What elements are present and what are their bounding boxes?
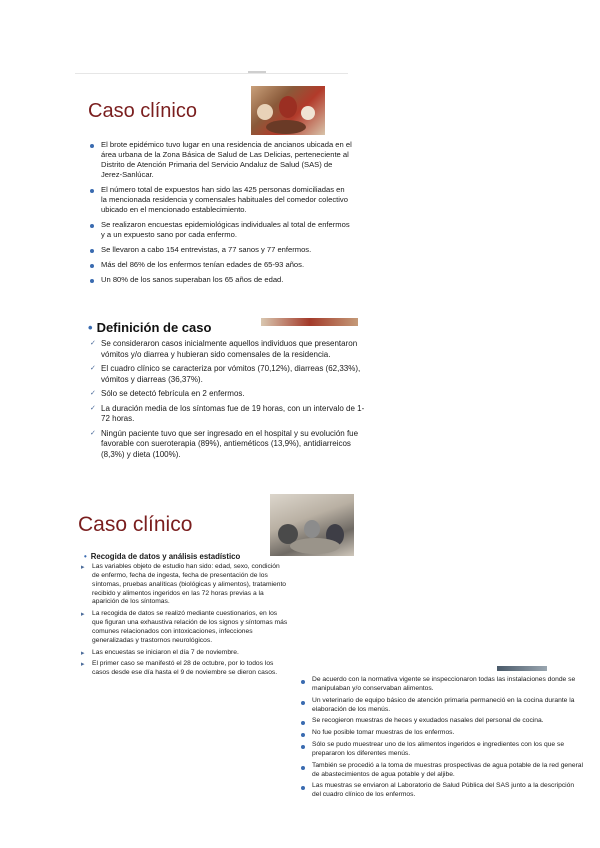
list-item: Sólo se pudo muestrear uno de los alimentos ingeridos e ingredientes con los que se prepararon los diferentes menús. (301, 741, 583, 759)
bullet-icon: • (84, 552, 87, 561)
recogida-heading (84, 552, 240, 561)
list-item: El brote epidémico tuvo lugar en una residencia de ancianos ubicada en el área urbana de la Zona Básica de Salud de Las Delicias, perteneciente al Distrito de Atención Primaria del Servicio Andaluz de Salud (SAS) de Jerez-Sanlúcar. (90, 140, 352, 180)
bullet-icon: • (88, 320, 93, 335)
recogida-heading-text: Recogida de datos y análisis estadístico (90, 552, 241, 561)
list-item: También se procedió a la toma de muestras prospectivas de agua potable de la red general de abastecimientos de agua potable y del aljibe. (301, 762, 583, 780)
definicion-heading (88, 320, 211, 335)
list-item: ✓ La duración media de los síntomas fue de 19 horas, con un intervalo de 1-72 horas. (90, 404, 370, 425)
top-divider (75, 73, 348, 74)
definicion-photo-strip (261, 318, 358, 326)
list-item: ▸ Las variables objeto de estudio han sido: edad, sexo, condición de enfermo, fecha de ingesta, fecha de presentación de los síntomas, pruebas analíticas (biológicas y alimentos), tratamiento recibido y alimentos ingeridos en las 72 horas previas a la aparición de los síntomas. (81, 563, 288, 607)
list-item: ▸ Las encuestas se iniciaron el día 7 de noviembre. (81, 649, 288, 658)
list-item: Las muestras se enviaron al Laboratorio de Salud Pública del SAS junto a la descripción del cuadro clínico de los enfermos. (301, 782, 583, 800)
list-item: Más del 86% de los enfermos tenían edades de 65-93 años. (90, 260, 352, 270)
list-item: ✓ Ningún paciente tuvo que ser ingresado en el hospital y su evolución fue favorable con sueroterapia (89%), antieméticos (13,9%), antidiarreicos (8,3%) y dieta (100%). (90, 429, 370, 461)
definicion-check-list (90, 339, 370, 464)
list-item: No fue posible tomar muestras de los enfermos. (301, 729, 583, 738)
list-item: ✓ Se consideraron casos inicialmente aquellos individuos que presentaron vómitos y/o diarrea y hubieran sido comensales de la residencia. (90, 339, 370, 360)
list-item: Se recogieron muestras de heces y exudados nasales del personal de cocina. (301, 717, 583, 726)
slide1-title: Caso clínico (88, 100, 197, 122)
inspeccion-list (301, 676, 583, 803)
slide3-photo-strip (497, 666, 547, 671)
slide1-bullet-list (90, 140, 352, 290)
definicion-heading-text: Definición de caso (96, 320, 212, 335)
list-item: Se llevaron a cabo 154 entrevistas, a 77 sanos y 77 enfermos. (90, 245, 352, 255)
list-item: Se realizaron encuestas epidemiológicas individuales al total de enfermos y a un expuesto sano por cada enfermo. (90, 220, 352, 240)
top-divider-mark (248, 71, 266, 73)
list-item: Un veterinario de equipo básico de atención primaria permaneció en la cocina durante la elaboración de los menús. (301, 697, 583, 715)
list-item: ▸ El primer caso se manifestó el 28 de octubre, por lo todos los casos desde ese día hasta el 9 de noviembre se dieron casos. (81, 660, 288, 678)
slide1-photo (251, 86, 325, 135)
list-item: ▸ La recogida de datos se realizó mediante cuestionarios, en los que figuran una exhaustiva relación de los signos y síntomas más comunes relacionados con intoxicaciones, infecciones generalizadas y trastornos neurológicos. (81, 610, 288, 645)
recogida-list (81, 563, 288, 681)
slide2-title: Caso clínico (78, 513, 193, 536)
slide2-photo (270, 494, 354, 556)
list-item: De acuerdo con la normativa vigente se inspeccionaron todas las instalaciones donde se manipulaban y/o conservaban alimentos. (301, 676, 583, 694)
list-item: ✓ El cuadro clínico se caracteriza por vómitos (70,12%), diarreas (62,33%), vómitos y diarreas (36,37%). (90, 364, 370, 385)
list-item: Un 80% de los sanos superaban los 65 años de edad. (90, 275, 352, 285)
list-item: El número total de expuestos han sido las 425 personas domiciliadas en la mencionada residencia y comensales habituales del comedor colectivo ubicado en el mencionado establecimiento. (90, 185, 352, 215)
list-item: ✓ Sólo se detectó febrícula en 2 enfermos. (90, 389, 370, 400)
